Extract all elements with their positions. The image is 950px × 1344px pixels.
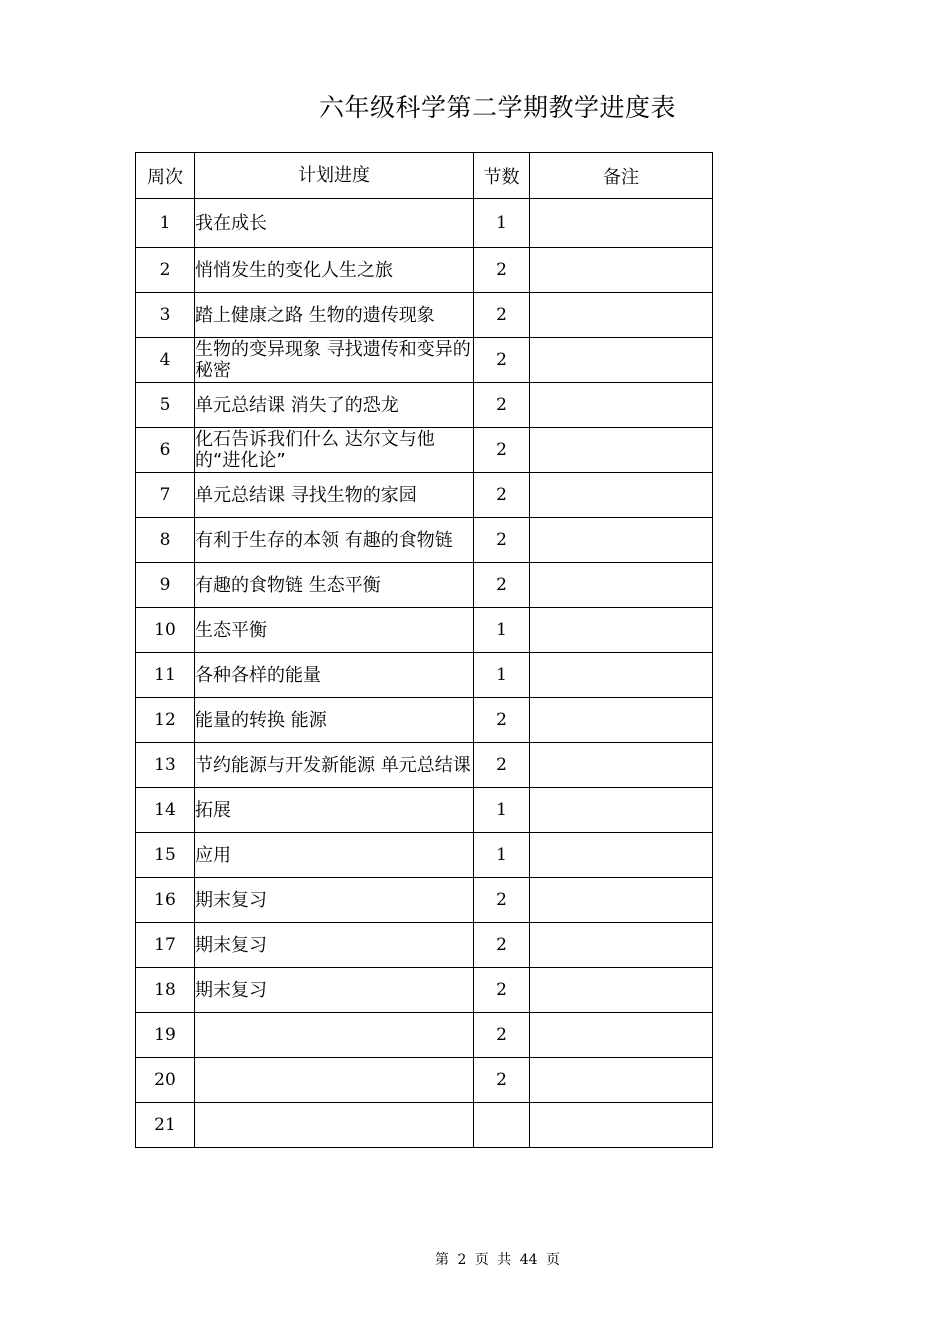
table-row bbox=[136, 878, 713, 923]
week-cell: 10 bbox=[136, 608, 195, 653]
plan-cell: 我在成长 bbox=[195, 199, 474, 248]
table-row bbox=[136, 563, 713, 608]
count-cell: 2 bbox=[474, 383, 530, 428]
count-cell: 1 bbox=[474, 788, 530, 833]
week-cell: 4 bbox=[136, 338, 195, 383]
note-cell bbox=[530, 788, 713, 833]
plan-cell: 应用 bbox=[195, 833, 474, 878]
week-cell: 1 bbox=[136, 199, 195, 248]
count-cell: 2 bbox=[474, 743, 530, 788]
count-cell: 2 bbox=[474, 878, 530, 923]
table-row bbox=[136, 833, 713, 878]
table-row bbox=[136, 383, 713, 428]
count-cell: 2 bbox=[474, 968, 530, 1013]
count-cell: 2 bbox=[474, 473, 530, 518]
plan-cell: 节约能源与开发新能源 单元总结课 bbox=[195, 743, 474, 788]
note-cell bbox=[530, 743, 713, 788]
plan-cell: 期末复习 bbox=[195, 968, 474, 1013]
count-cell: 2 bbox=[474, 1013, 530, 1058]
table-row bbox=[136, 518, 713, 563]
note-cell bbox=[530, 383, 713, 428]
count-cell: 1 bbox=[474, 833, 530, 878]
note-cell bbox=[530, 428, 713, 473]
note-cell bbox=[530, 653, 713, 698]
week-cell: 14 bbox=[136, 788, 195, 833]
note-cell bbox=[530, 1058, 713, 1103]
note-cell bbox=[530, 518, 713, 563]
week-cell: 16 bbox=[136, 878, 195, 923]
plan-cell: 生物的变异现象 寻找遗传和变异的秘密 bbox=[195, 338, 474, 383]
plan-cell: 有利于生存的本领 有趣的食物链 bbox=[195, 518, 474, 563]
table-row bbox=[136, 199, 713, 248]
week-cell: 21 bbox=[136, 1103, 195, 1148]
plan-cell: 单元总结课 消失了的恐龙 bbox=[195, 383, 474, 428]
table-row bbox=[136, 428, 713, 473]
plan-cell: 能量的转换 能源 bbox=[195, 698, 474, 743]
note-cell bbox=[530, 833, 713, 878]
week-cell: 13 bbox=[136, 743, 195, 788]
count-cell: 2 bbox=[474, 1058, 530, 1103]
plan-cell: 各种各样的能量 bbox=[195, 653, 474, 698]
plan-cell bbox=[195, 1058, 474, 1103]
count-cell: 1 bbox=[474, 608, 530, 653]
count-cell: 2 bbox=[474, 428, 530, 473]
plan-cell: 化石告诉我们什么 达尔文与他的“进化论” bbox=[195, 428, 474, 473]
week-cell: 18 bbox=[136, 968, 195, 1013]
plan-cell bbox=[195, 1013, 474, 1058]
table-row bbox=[136, 248, 713, 293]
plan-cell: 生态平衡 bbox=[195, 608, 474, 653]
page-footer: 第 2 页 共 44 页 bbox=[435, 1252, 560, 1268]
plan-cell: 期末复习 bbox=[195, 878, 474, 923]
header-week: 周次 bbox=[136, 153, 195, 199]
header-count: 节数 bbox=[474, 153, 530, 199]
count-cell: 2 bbox=[474, 293, 530, 338]
note-cell bbox=[530, 698, 713, 743]
note-cell bbox=[530, 293, 713, 338]
header-note: 备注 bbox=[530, 153, 713, 199]
table-row bbox=[136, 698, 713, 743]
week-cell: 8 bbox=[136, 518, 195, 563]
count-cell: 2 bbox=[474, 338, 530, 383]
note-cell bbox=[530, 473, 713, 518]
week-cell: 20 bbox=[136, 1058, 195, 1103]
week-cell: 15 bbox=[136, 833, 195, 878]
note-cell bbox=[530, 199, 713, 248]
plan-cell: 踏上健康之路 生物的遗传现象 bbox=[195, 293, 474, 338]
count-cell: 2 bbox=[474, 518, 530, 563]
plan-cell: 单元总结课 寻找生物的家园 bbox=[195, 473, 474, 518]
note-cell bbox=[530, 1013, 713, 1058]
table-row bbox=[136, 338, 713, 383]
table-row bbox=[136, 788, 713, 833]
week-cell: 9 bbox=[136, 563, 195, 608]
note-cell bbox=[530, 563, 713, 608]
week-cell: 7 bbox=[136, 473, 195, 518]
table-row bbox=[136, 293, 713, 338]
plan-cell: 期末复习 bbox=[195, 923, 474, 968]
week-cell: 19 bbox=[136, 1013, 195, 1058]
week-cell: 6 bbox=[136, 428, 195, 473]
week-cell: 5 bbox=[136, 383, 195, 428]
count-cell: 2 bbox=[474, 248, 530, 293]
note-cell bbox=[530, 608, 713, 653]
table-row bbox=[136, 968, 713, 1013]
header-plan: 计划进度 bbox=[195, 153, 474, 199]
page-title: 六年级科学第二学期教学进度表 bbox=[318, 93, 676, 122]
table-row bbox=[136, 1103, 713, 1148]
table-row bbox=[136, 1013, 713, 1058]
plan-cell: 拓展 bbox=[195, 788, 474, 833]
plan-cell: 有趣的食物链 生态平衡 bbox=[195, 563, 474, 608]
note-cell bbox=[530, 878, 713, 923]
table-row bbox=[136, 653, 713, 698]
plan-cell bbox=[195, 1103, 474, 1148]
table-row bbox=[136, 473, 713, 518]
count-cell bbox=[474, 1103, 530, 1148]
count-cell: 2 bbox=[474, 563, 530, 608]
week-cell: 11 bbox=[136, 653, 195, 698]
week-cell: 12 bbox=[136, 698, 195, 743]
plan-cell: 悄悄发生的变化人生之旅 bbox=[195, 248, 474, 293]
note-cell bbox=[530, 923, 713, 968]
count-cell: 1 bbox=[474, 199, 530, 248]
note-cell bbox=[530, 248, 713, 293]
table-row bbox=[136, 743, 713, 788]
week-cell: 2 bbox=[136, 248, 195, 293]
note-cell bbox=[530, 1103, 713, 1148]
table-row bbox=[136, 1058, 713, 1103]
note-cell bbox=[530, 968, 713, 1013]
table-header-row bbox=[136, 153, 713, 199]
table-row bbox=[136, 923, 713, 968]
count-cell: 2 bbox=[474, 923, 530, 968]
note-cell bbox=[530, 338, 713, 383]
count-cell: 1 bbox=[474, 653, 530, 698]
schedule-table bbox=[135, 152, 713, 1148]
week-cell: 17 bbox=[136, 923, 195, 968]
table-row bbox=[136, 608, 713, 653]
week-cell: 3 bbox=[136, 293, 195, 338]
count-cell: 2 bbox=[474, 698, 530, 743]
